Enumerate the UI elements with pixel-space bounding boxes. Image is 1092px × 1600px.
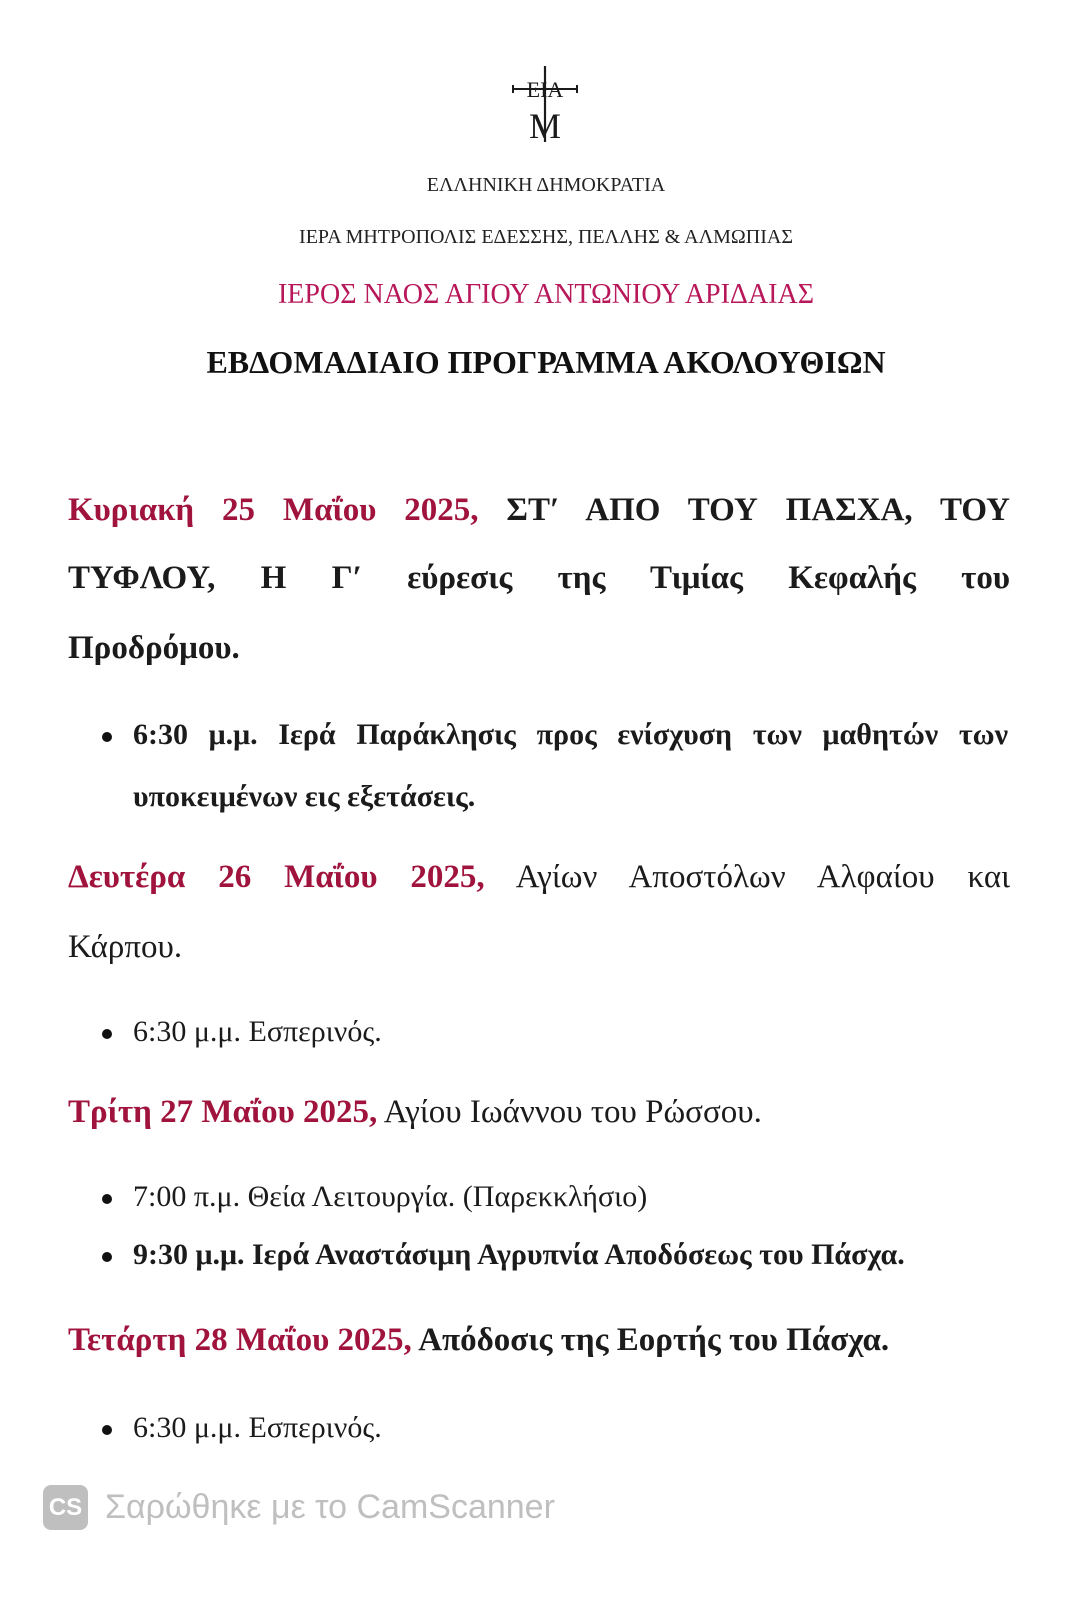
day-heading-line: [68, 490, 1010, 530]
church-monogram-logo: [505, 62, 585, 146]
service-item: υποκειμένων εις εξετάσεις.: [133, 780, 476, 813]
service-item: 7:00 π.μ. Θεία Λειτουργία. (Παρεκκλήσιο): [133, 1180, 648, 1213]
service-item: 6:30 μ.μ. Ιερά Παράκλησις προς ενίσχυση των μαθητών των: [133, 718, 1008, 751]
day-heading-line: [68, 1092, 1010, 1132]
day-date: Τρίτη 27 Μαΐου 2025,: [68, 1094, 378, 1130]
bullet-icon: [102, 1425, 112, 1435]
feast-text: Κάρπου.: [68, 929, 183, 965]
feast-text: Αγίου Ιωάννου του Ρώσσου.: [383, 1094, 762, 1130]
feast-text: ΣΤ′ ΑΠΟ ΤΟΥ ΠΑΣΧΑ, ΤΟΥ: [506, 492, 1011, 528]
day-date: Κυριακή 25 Μαΐου 2025,: [68, 492, 479, 528]
bullet-icon: [102, 1029, 112, 1039]
logo-bottom-letter: Μ: [528, 106, 562, 146]
page-title: ΕΒΔΟΜΑΔΙΑΙΟ ΠΡΟΓΡΑΜΜΑ ΑΚΟΛΟΥΘΙΩΝ: [206, 344, 886, 380]
camscanner-logo-icon: CS: [43, 1485, 88, 1530]
bullet-icon: [102, 732, 112, 742]
state-name: ΕΛΛΗΝΙΚΗ ΔΗΜΟΚΡΑΤΙΑ: [426, 174, 666, 196]
service-item: 6:30 μ.μ. Εσπερινός.: [133, 1015, 382, 1048]
scanner-watermark: Σαρώθηκε με το CamScanner: [105, 1488, 555, 1526]
day-date: Τετάρτη 28 Μαΐου 2025,: [68, 1322, 412, 1358]
feast-text: Απόδοσις της Εορτής του Πάσχα.: [418, 1322, 890, 1358]
feast-text: Αγίων Αποστόλων Αλφαίου και: [515, 859, 1010, 895]
bullet-icon: [102, 1194, 112, 1204]
church-name: ΙΕΡΟΣ ΝΑΟΣ ΑΓΙΟΥ ΑΝΤΩΝΙΟΥ ΑΡΙΔΑΙΑΣ: [277, 279, 815, 310]
feast-text: Προδρόμου.: [68, 630, 240, 666]
feast-text: ΤΥΦΛΟΥ, Η Γ′ εύρεσις της Τιμίας Κεφαλής του: [68, 560, 1010, 596]
service-item: 6:30 μ.μ. Εσπερινός.: [133, 1411, 382, 1444]
service-item: 9:30 μ.μ. Ιερά Αναστάσιμη Αγρυπνία Αποδόσεως του Πάσχα.: [133, 1238, 905, 1271]
day-date: Δευτέρα 26 Μαΐου 2025,: [68, 859, 485, 895]
day-heading-line: [68, 857, 1010, 897]
day-heading-line: [68, 1320, 1010, 1360]
logo-top-letters: ΕΙΑ: [526, 77, 564, 102]
bullet-icon: [102, 1252, 112, 1262]
metropolis-name: ΙΕΡΑ ΜΗΤΡΟΠΟΛΙΣ ΕΔΕΣΣΗΣ, ΠΕΛΛΗΣ & ΑΛΜΩΠΙΑΣ: [299, 226, 793, 248]
